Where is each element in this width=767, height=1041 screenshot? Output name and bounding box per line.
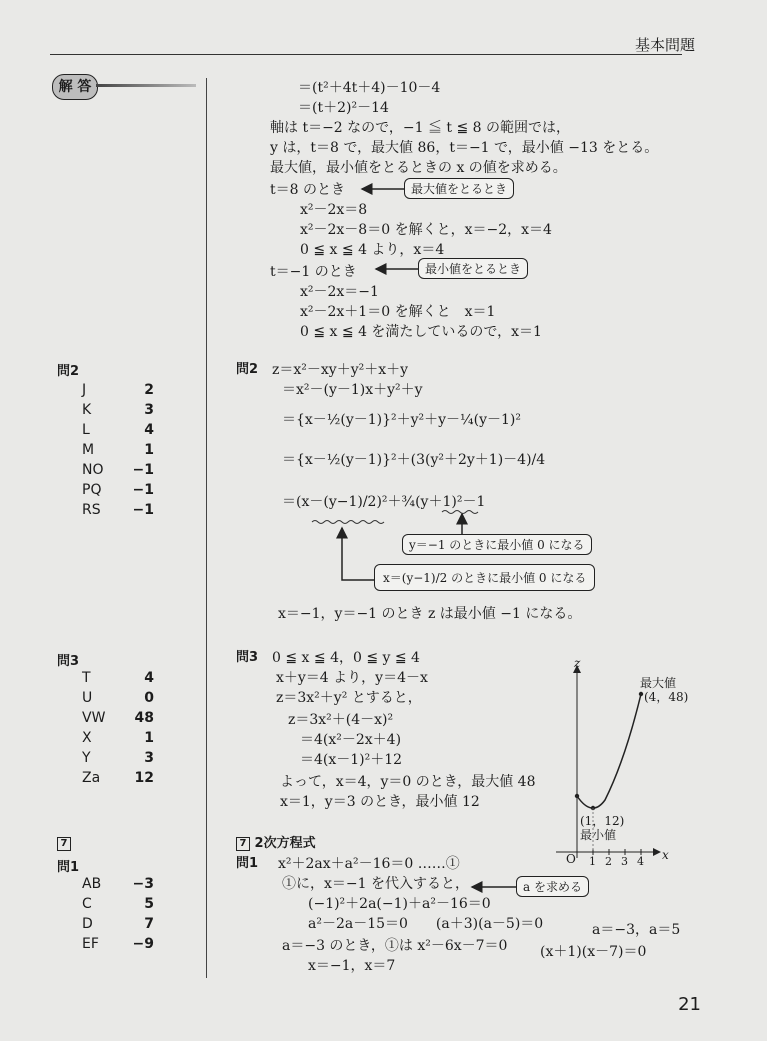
solution-line: x²－2x＝8	[300, 202, 368, 218]
solution-line: x²－2x＝−1	[300, 284, 379, 300]
solution-line: ①に，x＝−1 を代入すると，	[282, 876, 469, 892]
answer-row: C 5	[82, 896, 154, 912]
section-7-heading: 7 2次方程式	[236, 836, 316, 852]
solution-line: ＝{x－½(y－1)}²＋y²＋y－¼(y－1)²	[282, 412, 521, 428]
badge-rule	[96, 84, 196, 87]
solution-line: z＝3x²＋(4－x)²	[288, 712, 394, 728]
graph-z-label: z	[574, 656, 581, 670]
answer-row: M 1	[82, 442, 154, 458]
answer-row: J 2	[82, 382, 154, 398]
solution-line: (x＋1)(x－7)＝0	[540, 944, 647, 960]
callout-min: 最小値をとるとき	[418, 258, 528, 279]
graph-max-point: (4，48)	[644, 690, 689, 704]
answer-q3-label: 問3	[57, 654, 80, 669]
graph-min-point: (1，12)	[580, 814, 625, 828]
solution-line: x＝1，y＝3 のとき，最小値 12	[280, 794, 480, 810]
solution-line: ＝(t＋2)²－14	[298, 100, 389, 116]
solution-line: x²－2x－8＝0 を解くと，x＝−2，x＝4	[300, 222, 552, 238]
answer-q2-label: 問2	[57, 364, 80, 379]
answer-row: K 3	[82, 402, 154, 418]
section-title: 基本問題	[634, 36, 695, 54]
solution-line: ＝4(x－1)²＋12	[300, 752, 403, 768]
answer-row: T 4	[82, 670, 154, 686]
solution-line: ＝{x－½(y－1)}²＋(3(y²＋2y＋1)－4)/4	[282, 452, 546, 468]
graph-tick-label: 2	[605, 855, 612, 868]
graph-max-dot	[639, 692, 643, 696]
graph-x-label: x	[662, 848, 669, 862]
callout-x-min: x＝(y−1)/2 のときに最小値 0 になる	[374, 564, 595, 591]
graph-min-label: 最小値	[580, 828, 617, 842]
solution-line: ＝4(x²－2x＋4)	[300, 732, 402, 748]
graph-max-label: 最大値	[640, 676, 677, 690]
solution-line: a＝−3 のとき，①は x²－6x－7＝0	[282, 938, 508, 954]
answer-row: RS −1	[82, 502, 154, 518]
answer-row: NO −1	[82, 462, 154, 478]
solution-line: x＝−1，y＝−1 のとき z は最小値 −1 になる。	[278, 606, 582, 622]
answer-row: PQ −1	[82, 482, 154, 498]
solution-line: z＝x²－xy＋y²＋x＋y	[272, 362, 409, 378]
solution-line: x²－2x＋1＝0 を解くと x＝1	[300, 304, 496, 320]
answer-row: Za 12	[82, 770, 154, 786]
solution-line: 0 ≦ x ≦ 4，0 ≦ y ≦ 4	[272, 650, 420, 666]
solution-line: 0 ≦ x ≦ 4 を満たしているので，x＝1	[300, 324, 542, 340]
graph-curve	[577, 694, 641, 808]
solution-line: a²－2a－15＝0 (a＋3)(a－5)＝0	[308, 916, 544, 932]
s7-q1-label: 問1	[236, 856, 259, 871]
graph-min-dot	[591, 806, 595, 810]
solution-line: 0 ≦ x ≦ 4 より，x＝4	[300, 242, 445, 258]
solution-line: t＝8 のとき	[270, 182, 345, 198]
solution-line: ＝(x－(y−1)/2)²＋¾(y＋1)²－1	[282, 494, 486, 510]
solution-line: x＝−1，x＝7	[308, 958, 396, 974]
answer-s7-q1-label: 問1	[57, 860, 80, 875]
solution-line: y は，t＝8 で，最大値 86，t＝−1 で，最小値 −13 をとる。	[270, 140, 659, 156]
solution-line: 最大値，最小値をとるときの x の値を求める。	[270, 160, 567, 176]
answer-row: EF −9	[82, 936, 154, 952]
callout-y-min: y＝−1 のときに最小値 0 になる	[402, 534, 592, 555]
q2-label: 問2	[236, 362, 259, 377]
answer-row: L 4	[82, 422, 154, 438]
graph-tick-label: 4	[637, 855, 644, 868]
header-rule	[50, 54, 682, 55]
answer-badge: 解 答	[52, 74, 98, 100]
column-divider	[206, 78, 207, 978]
solution-line: よって，x＝4，y＝0 のとき，最大値 48	[280, 774, 536, 790]
solution-line: z＝3x²＋y² とすると，	[276, 690, 422, 706]
wavy-underlines	[312, 511, 478, 524]
page-number: 21	[678, 994, 701, 1015]
solution-line: t＝−1 のとき	[270, 264, 357, 280]
answer-row: U 0	[82, 690, 154, 706]
callout-max: 最大値をとるとき	[404, 178, 514, 199]
graph-origin-label: O	[566, 852, 576, 866]
answer-row: VW 48	[82, 710, 154, 726]
graph-tick-label: 3	[621, 855, 628, 868]
solution-line: a＝−3，a＝5	[592, 922, 681, 938]
solution-line: 軸は t＝−2 なので，−1 ≦ t ≦ 8 の範囲では，	[270, 120, 571, 136]
graph-tick-label: 1	[589, 855, 596, 868]
callout-find-a: a を求める	[516, 876, 589, 897]
graph-start-dot	[575, 794, 579, 798]
answer-row: D 7	[82, 916, 154, 932]
solution-line: ＝x²－(y－1)x＋y²＋y	[282, 382, 423, 398]
solution-line: ＝(t²＋4t＋4)－10－4	[298, 80, 441, 96]
answer-row: X 1	[82, 730, 154, 746]
q3-label: 問3	[236, 650, 259, 665]
answer-row: AB −3	[82, 876, 154, 892]
answer-section-7-num: 7	[57, 836, 71, 851]
solution-line: (−1)²＋2a(−1)＋a²－16＝0	[308, 896, 491, 912]
solution-line: x²＋2ax＋a²－16＝0 ……①	[278, 856, 460, 872]
answer-row: Y 3	[82, 750, 154, 766]
solution-line: x＋y＝4 より，y＝4－x	[276, 670, 428, 686]
